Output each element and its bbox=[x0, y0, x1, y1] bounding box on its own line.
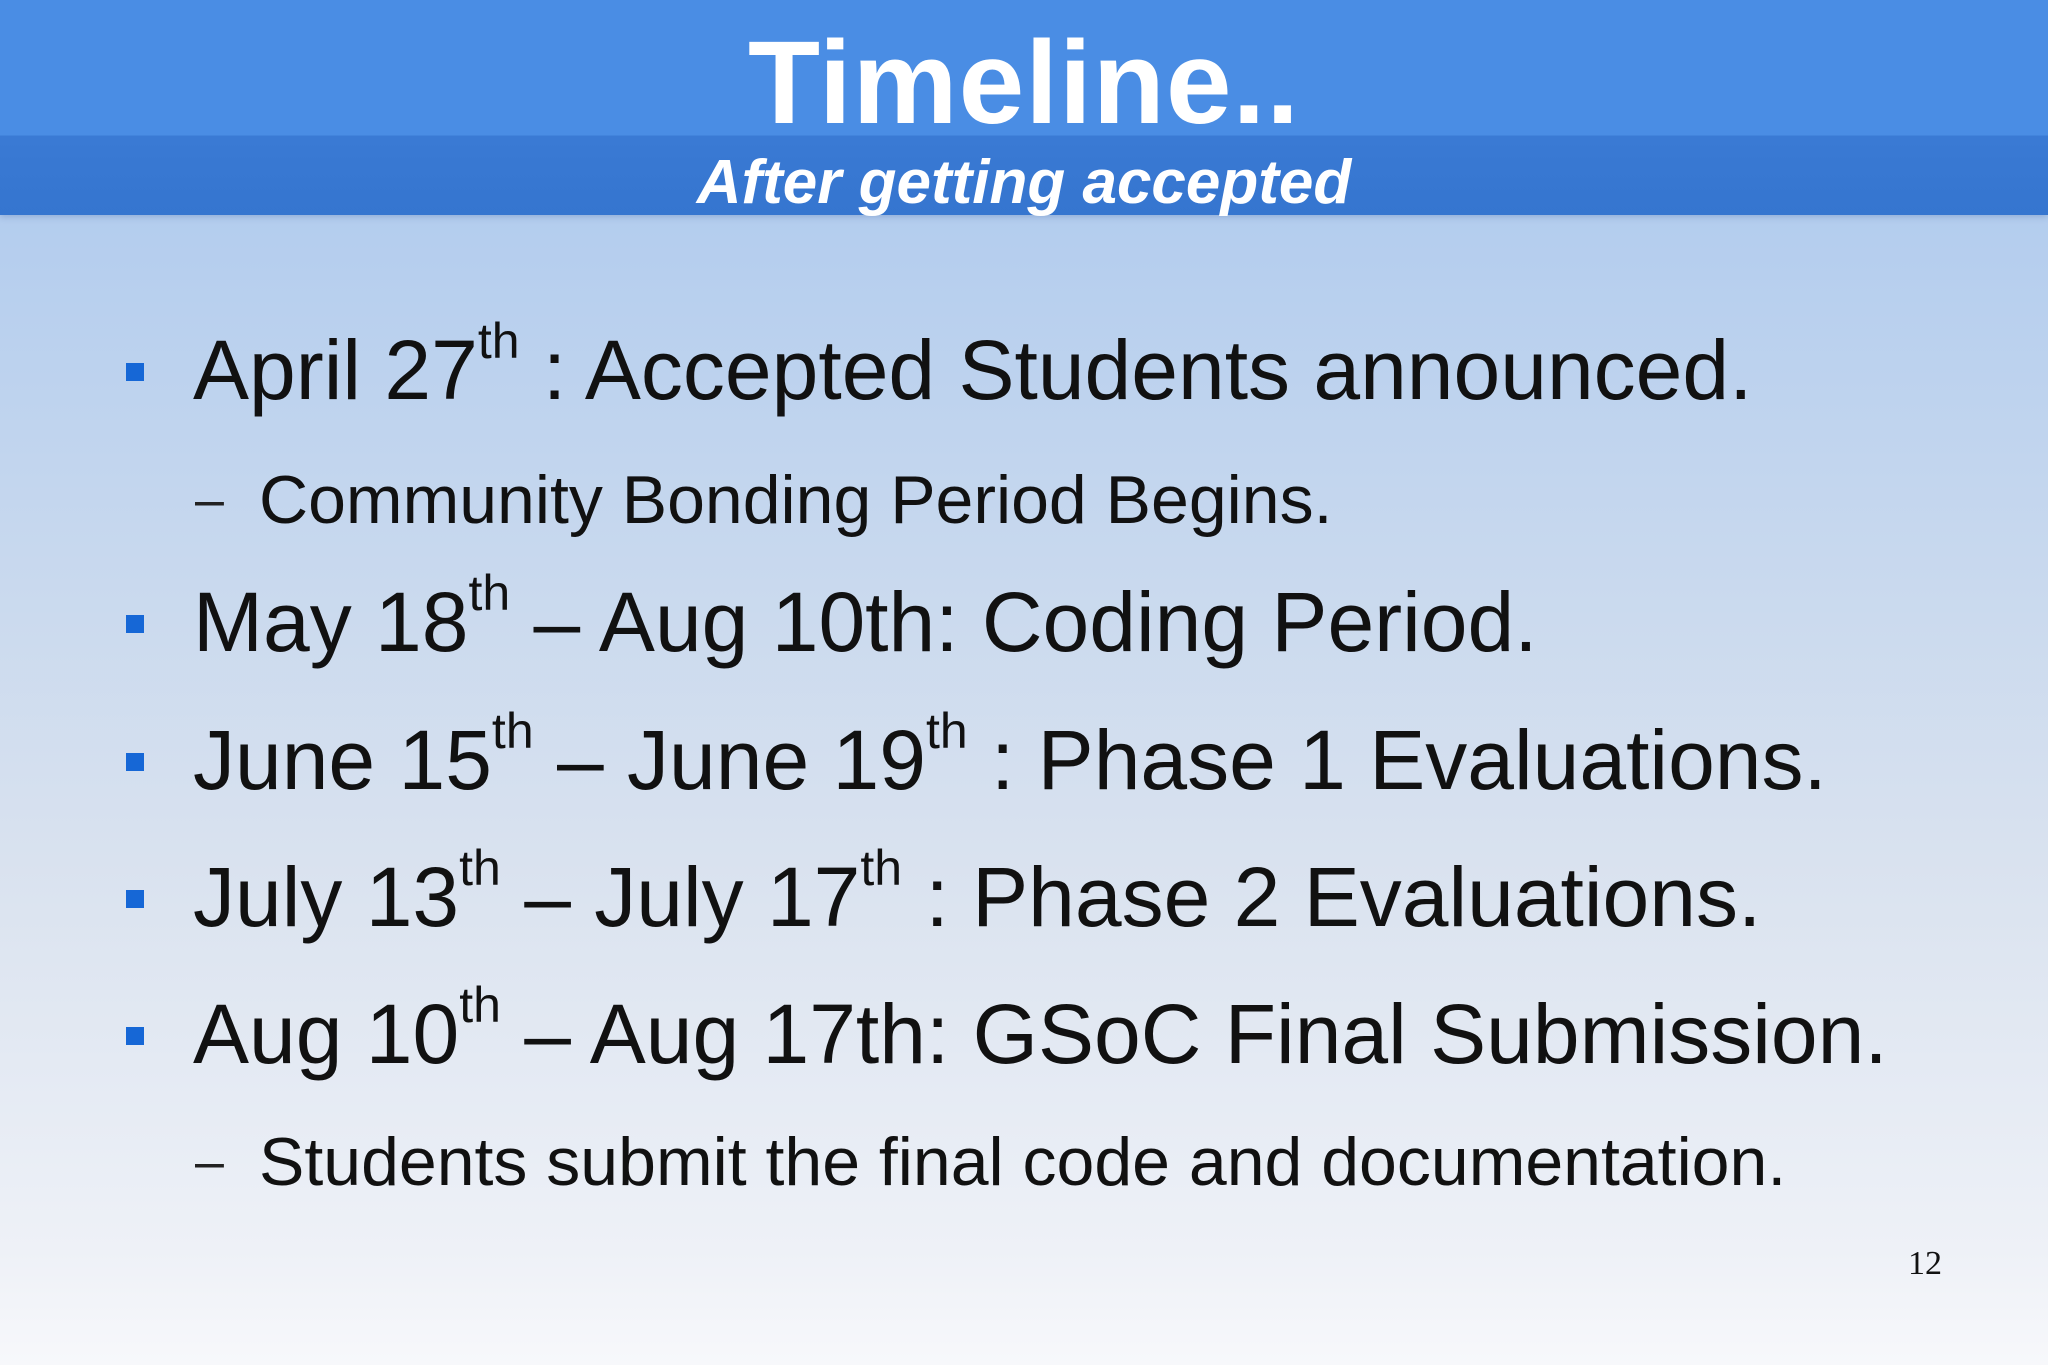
event-text: : Phase 2 Evaluations. bbox=[902, 850, 1762, 944]
date-text: July 13 bbox=[193, 850, 460, 944]
bullet-text bbox=[193, 840, 1762, 947]
date-range-end: – June 19 bbox=[533, 713, 926, 807]
slide-title: Timeline.. bbox=[747, 17, 1301, 149]
bullet-text bbox=[193, 313, 1753, 420]
page-number: 12 bbox=[1908, 1245, 1942, 1282]
event-text: : Accepted Students announced. bbox=[519, 323, 1753, 417]
dash-icon: – bbox=[195, 471, 224, 529]
sub-item-text: Community Bonding Period Begins. bbox=[259, 462, 1333, 538]
date-text: June 15 bbox=[193, 713, 492, 807]
ordinal-suffix: th bbox=[459, 840, 501, 896]
bullet-text bbox=[193, 565, 1538, 672]
ordinal-suffix: th bbox=[477, 313, 520, 369]
square-bullet-icon bbox=[126, 363, 144, 381]
event-text: – Aug 10th: Coding Period. bbox=[510, 575, 1538, 669]
bullet-text bbox=[193, 977, 1888, 1084]
date-range-end: – July 17 bbox=[500, 850, 861, 944]
ordinal-suffix: th bbox=[468, 565, 511, 621]
square-bullet-icon bbox=[126, 890, 144, 908]
ordinal-suffix: th bbox=[459, 977, 501, 1033]
date-text: April 27 bbox=[193, 323, 478, 417]
square-bullet-icon bbox=[126, 753, 144, 771]
dash-icon: – bbox=[195, 1133, 224, 1191]
ordinal-suffix: th bbox=[925, 703, 968, 759]
square-bullet-icon bbox=[126, 1027, 144, 1045]
slide-subtitle: After getting accepted bbox=[696, 148, 1352, 217]
sub-item-text: Students submit the final code and documentation. bbox=[259, 1124, 1787, 1200]
bullet-text bbox=[193, 703, 1827, 810]
date-text: Aug 10 bbox=[193, 987, 460, 1081]
event-text: – Aug 17th: GSoC Final Submission. bbox=[500, 987, 1888, 1081]
event-text: : Phase 1 Evaluations. bbox=[967, 713, 1827, 807]
square-bullet-icon bbox=[126, 615, 144, 633]
date-text: May 18 bbox=[193, 575, 469, 669]
ordinal-suffix: th bbox=[491, 703, 534, 759]
ordinal-suffix: th bbox=[860, 840, 903, 896]
